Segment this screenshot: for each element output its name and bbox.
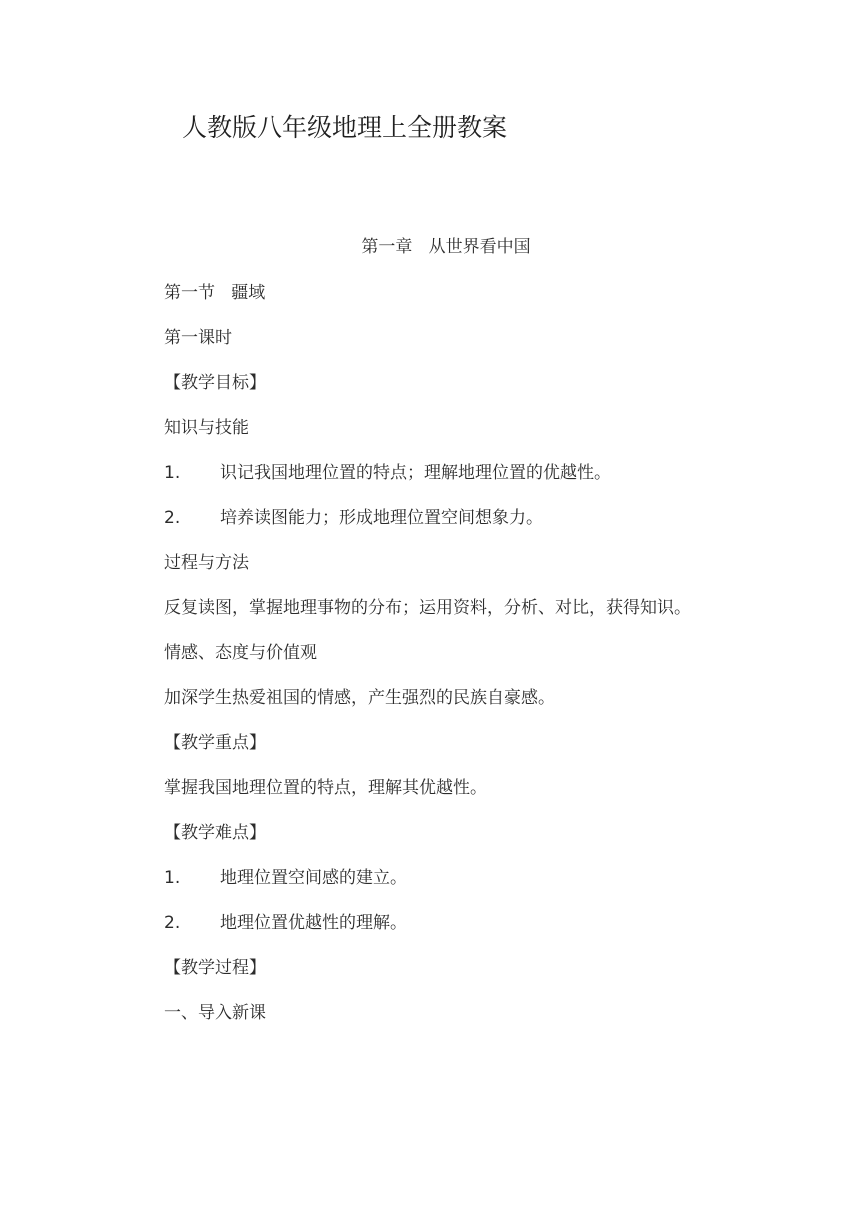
document-title: 人教版八年级地理上全册教案 — [182, 113, 508, 142]
process-method-heading: 过程与方法 — [164, 553, 249, 573]
difficulties-heading: 【教学难点】 — [164, 823, 266, 843]
teaching-goals-heading: 【教学目标】 — [164, 373, 266, 393]
list-item-text: 培养读图能力；形成地理位置空间想象力。 — [220, 508, 543, 528]
section-heading: 第一节 疆域 — [164, 283, 266, 303]
emotion-values-heading: 情感、态度与价值观 — [164, 643, 317, 663]
intro-heading: 一、导入新课 — [164, 1003, 266, 1023]
list-item-text: 地理位置优越性的理解。 — [220, 913, 407, 933]
list-item-text: 识记我国地理位置的特点；理解地理位置的优越性。 — [220, 463, 611, 483]
chapter-heading: 第一章 从世界看中国 — [361, 237, 531, 257]
list-item-text: 地理位置空间感的建立。 — [220, 868, 407, 888]
list-number: 1. — [164, 868, 181, 888]
key-points-heading: 【教学重点】 — [164, 733, 266, 753]
list-number: 2. — [164, 913, 181, 933]
list-number: 2. — [164, 508, 181, 528]
knowledge-skills-heading: 知识与技能 — [164, 418, 249, 438]
key-points-text: 掌握我国地理位置的特点，理解其优越性。 — [164, 778, 487, 798]
lesson-label: 第一课时 — [164, 328, 232, 348]
process-method-text: 反复读图，掌握地理事物的分布；运用资料，分析、对比，获得知识。 — [164, 598, 691, 618]
list-number: 1. — [164, 463, 181, 483]
emotion-values-text: 加深学生热爱祖国的情感，产生强烈的民族自豪感。 — [164, 688, 555, 708]
teaching-process-heading: 【教学过程】 — [164, 958, 266, 978]
